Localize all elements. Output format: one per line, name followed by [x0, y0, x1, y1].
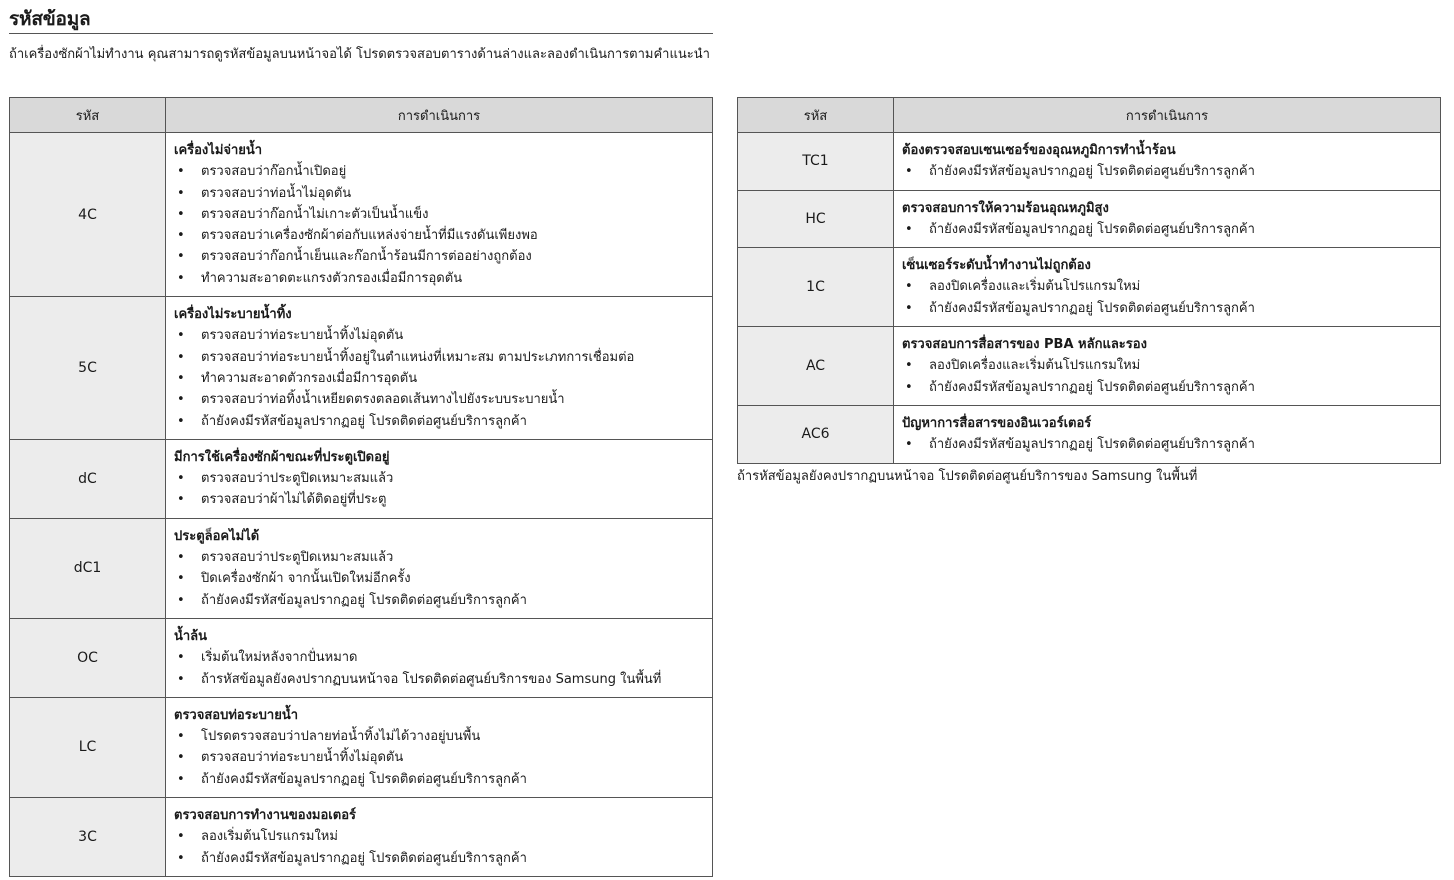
table-row [10, 133, 713, 297]
action-list-item: • ตรวจสอบว่าท่อทิ้งน้ำเหยียดตรงตลอดเส้นทางไปยังระบบระบายน้ำ [174, 389, 704, 410]
action-list [174, 161, 704, 289]
action-cell [166, 697, 713, 797]
action-list-item: • ตรวจสอบว่าท่อระบายน้ำทิ้งไม่อุดตัน [174, 747, 704, 768]
error-code-cell: AC [738, 327, 894, 406]
error-code-table-left [9, 97, 713, 877]
table-row [10, 697, 713, 797]
action-cell [894, 248, 1441, 327]
action-list-item: • ถ้ายังคงมีรหัสข้อมูลปรากฏอยู่ โปรดติดต่อศูนย์บริการลูกค้า [902, 377, 1432, 398]
intro-paragraph: ถ้าเครื่องซักผ้าไม่ทำงาน คุณสามารถดูรหัสข้อมูลบนหน้าจอได้ โปรดตรวจสอบตารางด้านล่างและลองดำเนินการตามคำแนะนำ [9, 47, 710, 62]
table-header-row [10, 98, 713, 133]
action-list [174, 468, 704, 511]
header-action: การดำเนินการ [166, 98, 713, 133]
table-row [10, 297, 713, 440]
action-list-item: • ถ้ายังคงมีรหัสข้อมูลปรากฏอยู่ โปรดติดต่อศูนย์บริการลูกค้า [902, 161, 1432, 182]
action-title: ต้องตรวจสอบเซนเซอร์ของอุณหภูมิการทำน้ำร้อน [902, 143, 1176, 158]
action-list-item: • ถ้ายังคงมีรหัสข้อมูลปรากฏอยู่ โปรดติดต่อศูนย์บริการลูกค้า [174, 590, 704, 611]
action-list-item: • ทำความสะอาดตัวกรองเมื่อมีการอุดตัน [174, 368, 704, 389]
action-cell [166, 439, 713, 518]
action-title: เครื่องไม่ระบายน้ำทิ้ง [174, 307, 292, 323]
action-list-item: • ลองเริ่มต้นโปรแกรมใหม่ [174, 826, 704, 847]
error-code-cell: 4C [10, 133, 166, 297]
action-list-item: • ปิดเครื่องซักผ้า จากนั้นเปิดใหม่อีกครั้ง [174, 568, 704, 589]
table-header-row [738, 98, 1441, 133]
header-code: รหัส [10, 98, 166, 133]
action-list-item: • โปรดตรวจสอบว่าปลายท่อน้ำทิ้งไม่ได้วางอยู่บนพื้น [174, 726, 704, 747]
action-list-item: • ถ้ารหัสข้อมูลยังคงปรากฏบนหน้าจอ โปรดติดต่อศูนย์บริการของ Samsung ในพื้นที่ [174, 669, 704, 690]
action-cell [166, 518, 713, 618]
table-row [738, 133, 1441, 191]
error-code-cell: HC [738, 190, 894, 248]
action-list-item: • ตรวจสอบว่าผ้าไม่ได้ติดอยู่ที่ประตู [174, 489, 704, 510]
action-list [174, 647, 704, 690]
action-list-item: • เริ่มต้นใหม่หลังจากปั่นหมาด [174, 647, 704, 668]
action-cell [166, 297, 713, 440]
error-code-cell: 3C [10, 798, 166, 877]
action-list-item: • ถ้ายังคงมีรหัสข้อมูลปรากฏอยู่ โปรดติดต่อศูนย์บริการลูกค้า [174, 769, 704, 790]
page-title: รหัสข้อมูล [9, 8, 91, 30]
action-title: น้ำล้น [174, 628, 208, 644]
action-list-item: • ถ้ายังคงมีรหัสข้อมูลปรากฏอยู่ โปรดติดต่อศูนย์บริการลูกค้า [902, 434, 1432, 455]
action-list-item: • ถ้ายังคงมีรหัสข้อมูลปรากฏอยู่ โปรดติดต่อศูนย์บริการลูกค้า [902, 298, 1432, 319]
action-list [902, 276, 1432, 319]
action-cell [894, 405, 1441, 463]
action-title: ตรวจสอบการทำงานของมอเตอร์ [174, 808, 356, 824]
action-list [902, 434, 1432, 455]
error-code-cell: dC [10, 439, 166, 518]
action-list-item: • ตรวจสอบว่าท่อน้ำไม่อุดตัน [174, 183, 704, 204]
error-code-cell: 5C [10, 297, 166, 440]
table-row [10, 798, 713, 877]
action-cell [166, 133, 713, 297]
table-row [10, 618, 713, 697]
action-list-item: • ตรวจสอบว่าก๊อกน้ำเปิดอยู่ [174, 161, 704, 182]
action-list-item: • ถ้ายังคงมีรหัสข้อมูลปรากฏอยู่ โปรดติดต่อศูนย์บริการลูกค้า [174, 411, 704, 432]
table-row [738, 405, 1441, 463]
action-title: เซ็นเซอร์ระดับน้ำทำงานไม่ถูกต้อง [902, 258, 1091, 274]
error-code-table-right [737, 97, 1441, 464]
action-list-item: • ตรวจสอบว่าประตูปิดเหมาะสมแล้ว [174, 468, 704, 489]
action-list-item: • ตรวจสอบว่าท่อระบายน้ำทิ้งอยู่ในตำแหน่งที่เหมาะสม ตามประเภทการเชื่อมต่อ [174, 347, 704, 368]
action-cell [894, 133, 1441, 191]
error-code-cell: TC1 [738, 133, 894, 191]
action-list [902, 161, 1432, 182]
error-code-cell: dC1 [10, 518, 166, 618]
action-list-item: • ถ้ายังคงมีรหัสข้อมูลปรากฏอยู่ โปรดติดต่อศูนย์บริการลูกค้า [174, 848, 704, 869]
action-list [902, 219, 1432, 240]
action-title: ประตูล็อคไม่ได้ [174, 528, 260, 544]
error-code-cell: 1C [738, 248, 894, 327]
error-code-cell: AC6 [738, 405, 894, 463]
action-list-item: • ตรวจสอบว่าเครื่องซักผ้าต่อกับแหล่งจ่ายน้ำที่มีแรงดันเพียงพอ [174, 225, 704, 246]
action-list [174, 726, 704, 790]
error-code-cell: OC [10, 618, 166, 697]
action-cell [894, 327, 1441, 406]
action-list [902, 355, 1432, 398]
table-row [10, 439, 713, 518]
header-action: การดำเนินการ [894, 98, 1441, 133]
action-list-item: • ตรวจสอบว่าก๊อกน้ำไม่เกาะตัวเป็นน้ำแข็ง [174, 204, 704, 225]
action-title: ตรวจสอบการสื่อสารของ PBA หลักและรอง [902, 337, 1147, 353]
action-cell [166, 618, 713, 697]
action-list-item: • ถ้ายังคงมีรหัสข้อมูลปรากฏอยู่ โปรดติดต่อศูนย์บริการลูกค้า [902, 219, 1432, 240]
action-cell [166, 798, 713, 877]
table-row [738, 190, 1441, 248]
table-row [10, 518, 713, 618]
action-list-item: • ตรวจสอบว่าท่อระบายน้ำทิ้งไม่อุดตัน [174, 325, 704, 346]
action-list-item: • ลองปิดเครื่องและเริ่มต้นโปรแกรมใหม่ [902, 355, 1432, 376]
footnote: ถ้ารหัสข้อมูลยังคงปรากฏบนหน้าจอ โปรดติดต่อศูนย์บริการของ Samsung ในพื้นที่ [737, 469, 1198, 484]
action-title: ตรวจสอบท่อระบายน้ำ [174, 707, 299, 723]
action-list [174, 547, 704, 611]
action-title: ตรวจสอบการให้ความร้อนอุณหภูมิสูง [902, 200, 1109, 216]
action-title: ปัญหาการสื่อสารของอินเวอร์เตอร์ [902, 415, 1092, 431]
action-list [174, 325, 704, 431]
action-list-item: • ลองปิดเครื่องและเริ่มต้นโปรแกรมใหม่ [902, 276, 1432, 297]
table-row [738, 248, 1441, 327]
error-code-cell: LC [10, 697, 166, 797]
table-row [738, 327, 1441, 406]
action-cell [894, 190, 1441, 248]
action-title: เครื่องไม่จ่ายน้ำ [174, 143, 263, 158]
header-code: รหัส [738, 98, 894, 133]
action-list-item: • ทำความสะอาดตะแกรงตัวกรองเมื่อมีการอุดตัน [174, 268, 704, 289]
action-list-item: • ตรวจสอบว่าก๊อกน้ำเย็นและก๊อกน้ำร้อนมีการต่ออย่างถูกต้อง [174, 246, 704, 267]
action-title: มีการใช้เครื่องซักผ้าขณะที่ประตูเปิดอยู่ [174, 449, 390, 465]
title-divider [9, 33, 713, 34]
action-list-item: • ตรวจสอบว่าประตูปิดเหมาะสมแล้ว [174, 547, 704, 568]
action-list [174, 826, 704, 869]
